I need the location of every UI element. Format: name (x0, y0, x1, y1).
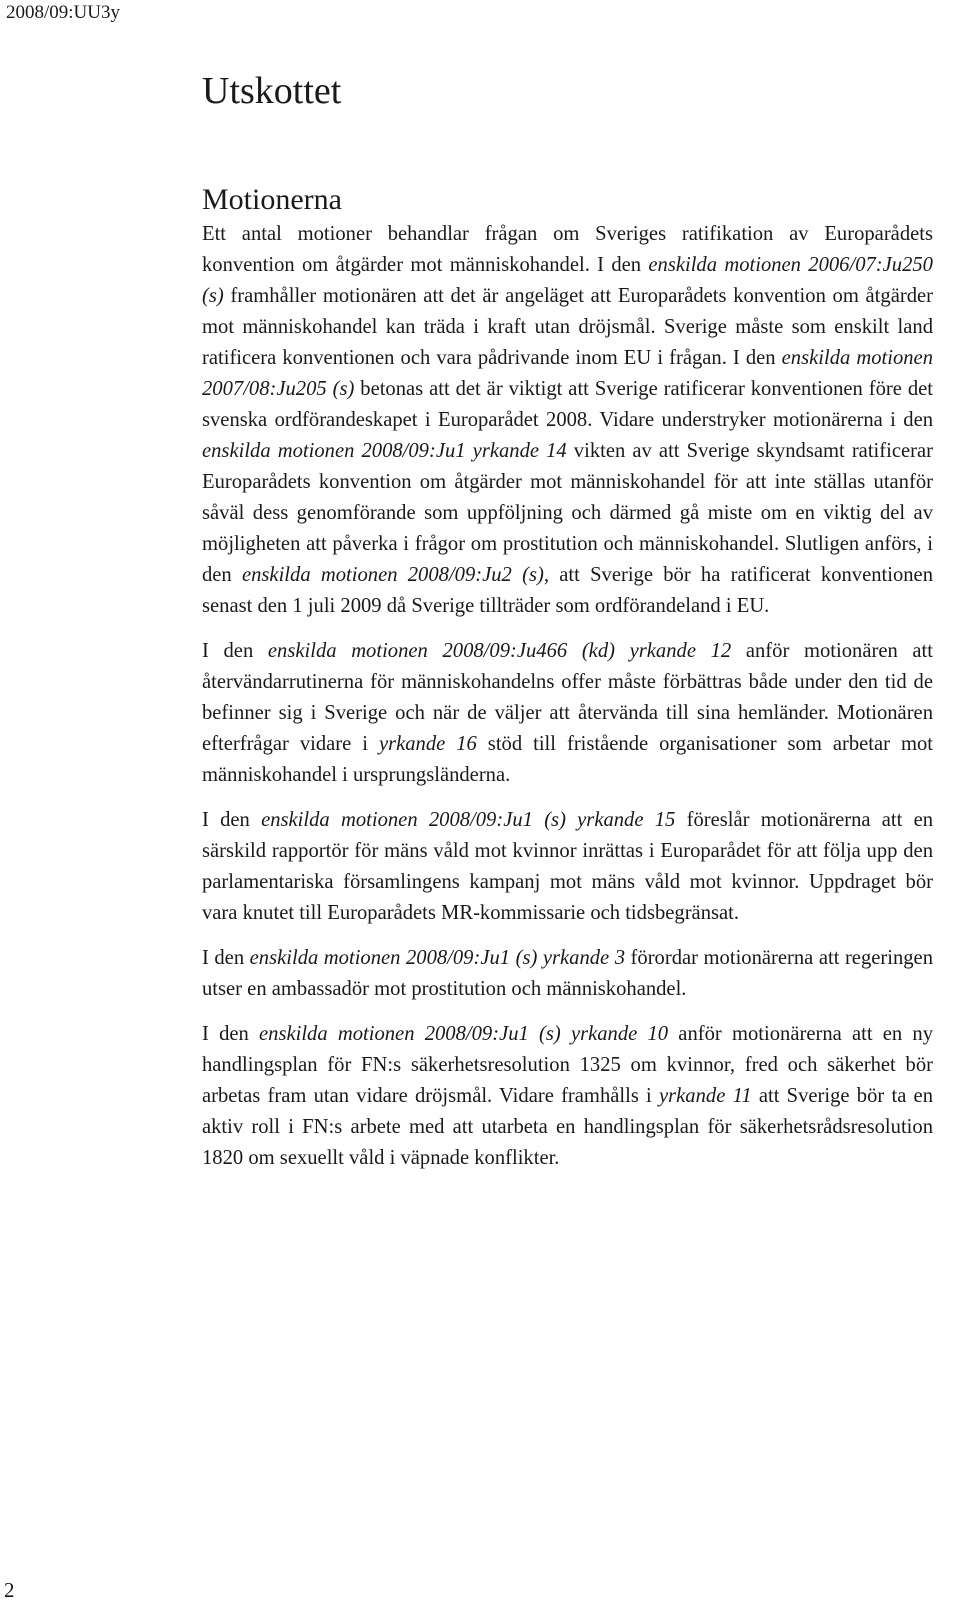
paragraph-text: betonas att det är viktigt att Sverige ratificerar konventionen före det svenska ordförandeskapet i Europarådet 2008. Vidare understryker motionärerna i den (202, 378, 933, 431)
paragraph-text: Ett antal motioner behandlar frågan om Sveriges ratifikation av Europarådets konvention om åtgärder mot människohandel. I den (202, 223, 933, 276)
document-id-header: 2008/09:UU3y (6, 2, 120, 23)
page-title: Utskottet (202, 70, 342, 112)
section-title: Motionerna (202, 183, 342, 216)
paragraph-text: anför motionären att återvändarrutinerna för människohandelns offer måste förbättras både under den tid de befinner sig i Sverige och när de väljer att återvända till sina hemländer. Motionären efterfrågar vidare i (202, 640, 933, 755)
paragraph-text: vikten av att Sverige skyndsamt ratificerar Europarådets konvention om åtgärder mot människohandel för att inte ställas utanför såväl dess genomförande som uppföljning och därmed gå miste om en viktig del av möjligheten att påverka i frågor om prostitution och människohandel. Slutligen anförs, i den (202, 440, 933, 586)
motion-reference: enskilda motionen 2008/09:Ju1 yrkande 14 (202, 440, 567, 462)
motion-reference: enskilda motionen 2006/07:Ju250 (s) (202, 254, 933, 307)
paragraph-text: I den (202, 1023, 260, 1045)
paragraph-text: stöd till fristående organisationer som arbetar mot människohandel i ursprungsländerna. (202, 733, 933, 786)
motion-reference: enskilda motionen 2008/09:Ju1 (s) yrkande 10 (259, 1023, 669, 1045)
paragraph-text: , att Sverige bör ha ratificerat konventionen senast den 1 juli 2009 då Sverige tillträder som ordförandeland i EU. (202, 564, 933, 617)
body-paragraph (202, 219, 933, 622)
body-paragraph (202, 805, 933, 929)
paragraph-text: förordar motionärerna att regeringen utser en ambassadör mot prostitution och människohandel. (202, 947, 933, 1000)
paragraph-list (202, 219, 933, 1174)
paragraph-text: I den (202, 640, 268, 662)
motion-reference: enskilda motionen 2008/09:Ju1 (s) yrkande 3 (249, 947, 626, 969)
motion-reference: enskilda motionen 2008/09:Ju1 (s) yrkande 15 (261, 809, 676, 831)
body-paragraph (202, 943, 933, 1005)
paragraph-text: att Sverige bör ta en aktiv roll i FN:s arbete med att utarbeta en handlingsplan för säkerhetsrådsresolution 1820 om sexuellt våld i väpnade konflikter. (202, 1085, 933, 1169)
motion-reference: yrkande 11 (659, 1085, 752, 1107)
motion-reference: enskilda motionen 2007/08:Ju205 (s) (202, 347, 933, 400)
page-number: 2 (4, 1578, 15, 1602)
motion-reference: enskilda motionen 2008/09:Ju466 (kd) yrkande 12 (267, 640, 732, 662)
paragraph-text: anför motionärerna att en ny handlingsplan för FN:s säkerhetsresolution 1325 om kvinnor, fred och säkerhet bör arbetas fram utan vidare dröjsmål. Vidare framhålls i (202, 1023, 933, 1107)
motion-reference: yrkande 16 (378, 733, 477, 755)
body-paragraph (202, 636, 933, 791)
paragraph-text: föreslår motionärerna att en särskild rapportör för mäns våld mot kvinnor inrättas i Europarådet för att följa upp den parlamentariska församlingens kampanj mot mäns våld mot kvinnor. Uppdraget bör vara knutet till Europarådets MR-kommissarie och tidsbegränsat. (202, 809, 934, 924)
paragraph-text: I den (202, 809, 262, 831)
paragraph-text: framhåller motionären att det är angeläget att Europarådets konvention om åtgärder mot människohandel kan träda i kraft utan dröjsmål. Sverige måste som enskilt land ratificera konventionen och vara pådrivande inom EU i frågan. I den (202, 285, 933, 369)
body-paragraph (202, 1019, 933, 1174)
paragraph-text: I den (202, 947, 250, 969)
document-body (202, 68, 933, 1174)
motion-reference: enskilda motionen 2008/09:Ju2 (s) (241, 564, 544, 586)
